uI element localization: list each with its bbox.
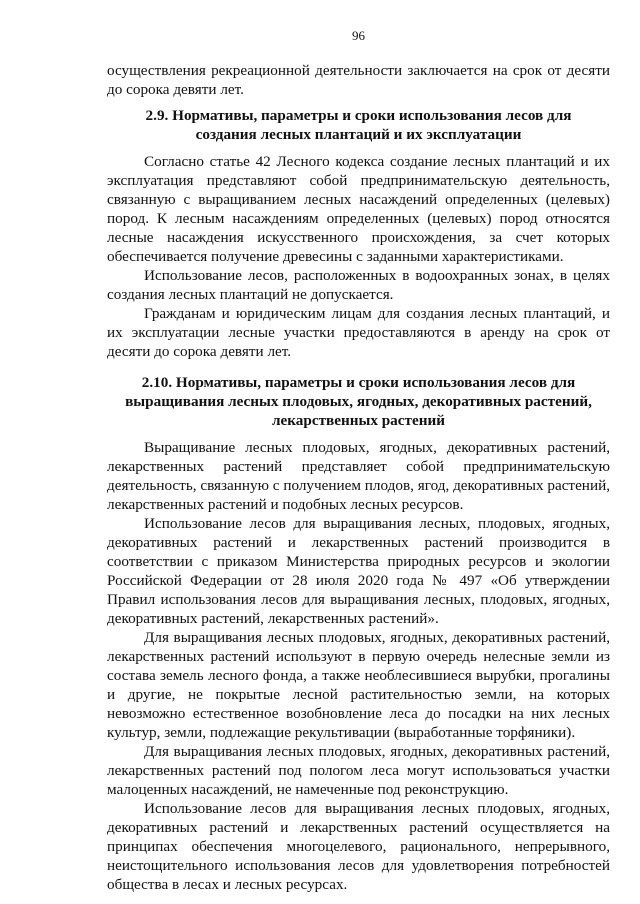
section-2-10-paragraph-2: Использование лесов для выращивания лесных, плодовых, ягодных, декоративных растений и лекарственных растений производится в соответствии с приказом Министерства природных ресурсов и экологии Российской Федерации от 28 июля 2020 года № 497 «Об утверждении Правил использования лесов для выращивания лесных, плодовых, ягодных, декоративных растений, лекарственных растений». xyxy=(107,515,610,627)
intro-paragraph: осуществления рекреационной деятельности заключается на срок от десяти до сорока девяти лет. xyxy=(107,62,610,98)
document-page xyxy=(107,28,610,894)
section-2-9-paragraph-1: Согласно статье 42 Лесного кодекса создание лесных плантаций и их эксплуатация представляют собой предпринимательскую деятельность, связанную с выращиванием лесных насаждений определенных (целевых) пород. К лесным насаждениям определенных (целевых) пород относятся лесные насаждения искусственного происхождения, за счет которых обеспечивается получение древесины с заданными характеристиками. xyxy=(107,153,610,265)
section-2-9-paragraph-2: Использование лесов, расположенных в водоохранных зонах, в целях создания лесных плантаций не допускается. xyxy=(107,267,610,303)
section-2-9-paragraph-3: Гражданам и юридическим лицам для создания лесных плантаций, и их эксплуатации лесные участки предоставляются в аренду на срок от десяти до сорока девяти лет. xyxy=(107,305,610,360)
section-2-10-paragraph-4: Для выращивания лесных плодовых, ягодных, декоративных растений, лекарственных растений под пологом леса могут использоваться участки малоценных насаждений, не намеченные под реконструкцию. xyxy=(107,743,610,798)
section-2-10-paragraph-5: Использование лесов для выращивания лесных плодовых, ягодных, декоративных растений и лекарственных растений осуществляется на принципах обеспечения многоцелевого, рационального, непрерывного, неистощительного использования лесов для удовлетворения потребностей общества в лесах и лесных ресурсах. xyxy=(107,800,610,893)
section-2-10-heading: 2.10. Нормативы, параметры и сроки использования лесов для выращивания лесных плодовых, ягодных, декоративных растений, лекарственных растений xyxy=(125,374,592,429)
section-2-9-heading: 2.9. Нормативы, параметры и сроки использования лесов для создания лесных плантаций и их эксплуатации xyxy=(145,107,572,143)
section-2-10-paragraph-3: Для выращивания лесных плодовых, ягодных, декоративных растений, лекарственных растений используют в первую очередь нелесные земли из состава земель лесного фонда, а также необлесившиеся вырубки, прогалины и другие, не покрытые лесной растительностью земли, на которых невозможно естественное возобновление леса до посадки на них лесных культур, земли, подлежащие рекультивации (выработанные торфяники). xyxy=(107,629,610,741)
section-2-10-paragraph-1: Выращивание лесных плодовых, ягодных, декоративных растений, лекарственных растений представляет собой предпринимательскую деятельность, связанную с получением плодов, ягод, декоративных растений, лекарственных растений и подобных лесных ресурсов. xyxy=(107,439,610,513)
page-number: 96 xyxy=(352,28,365,43)
